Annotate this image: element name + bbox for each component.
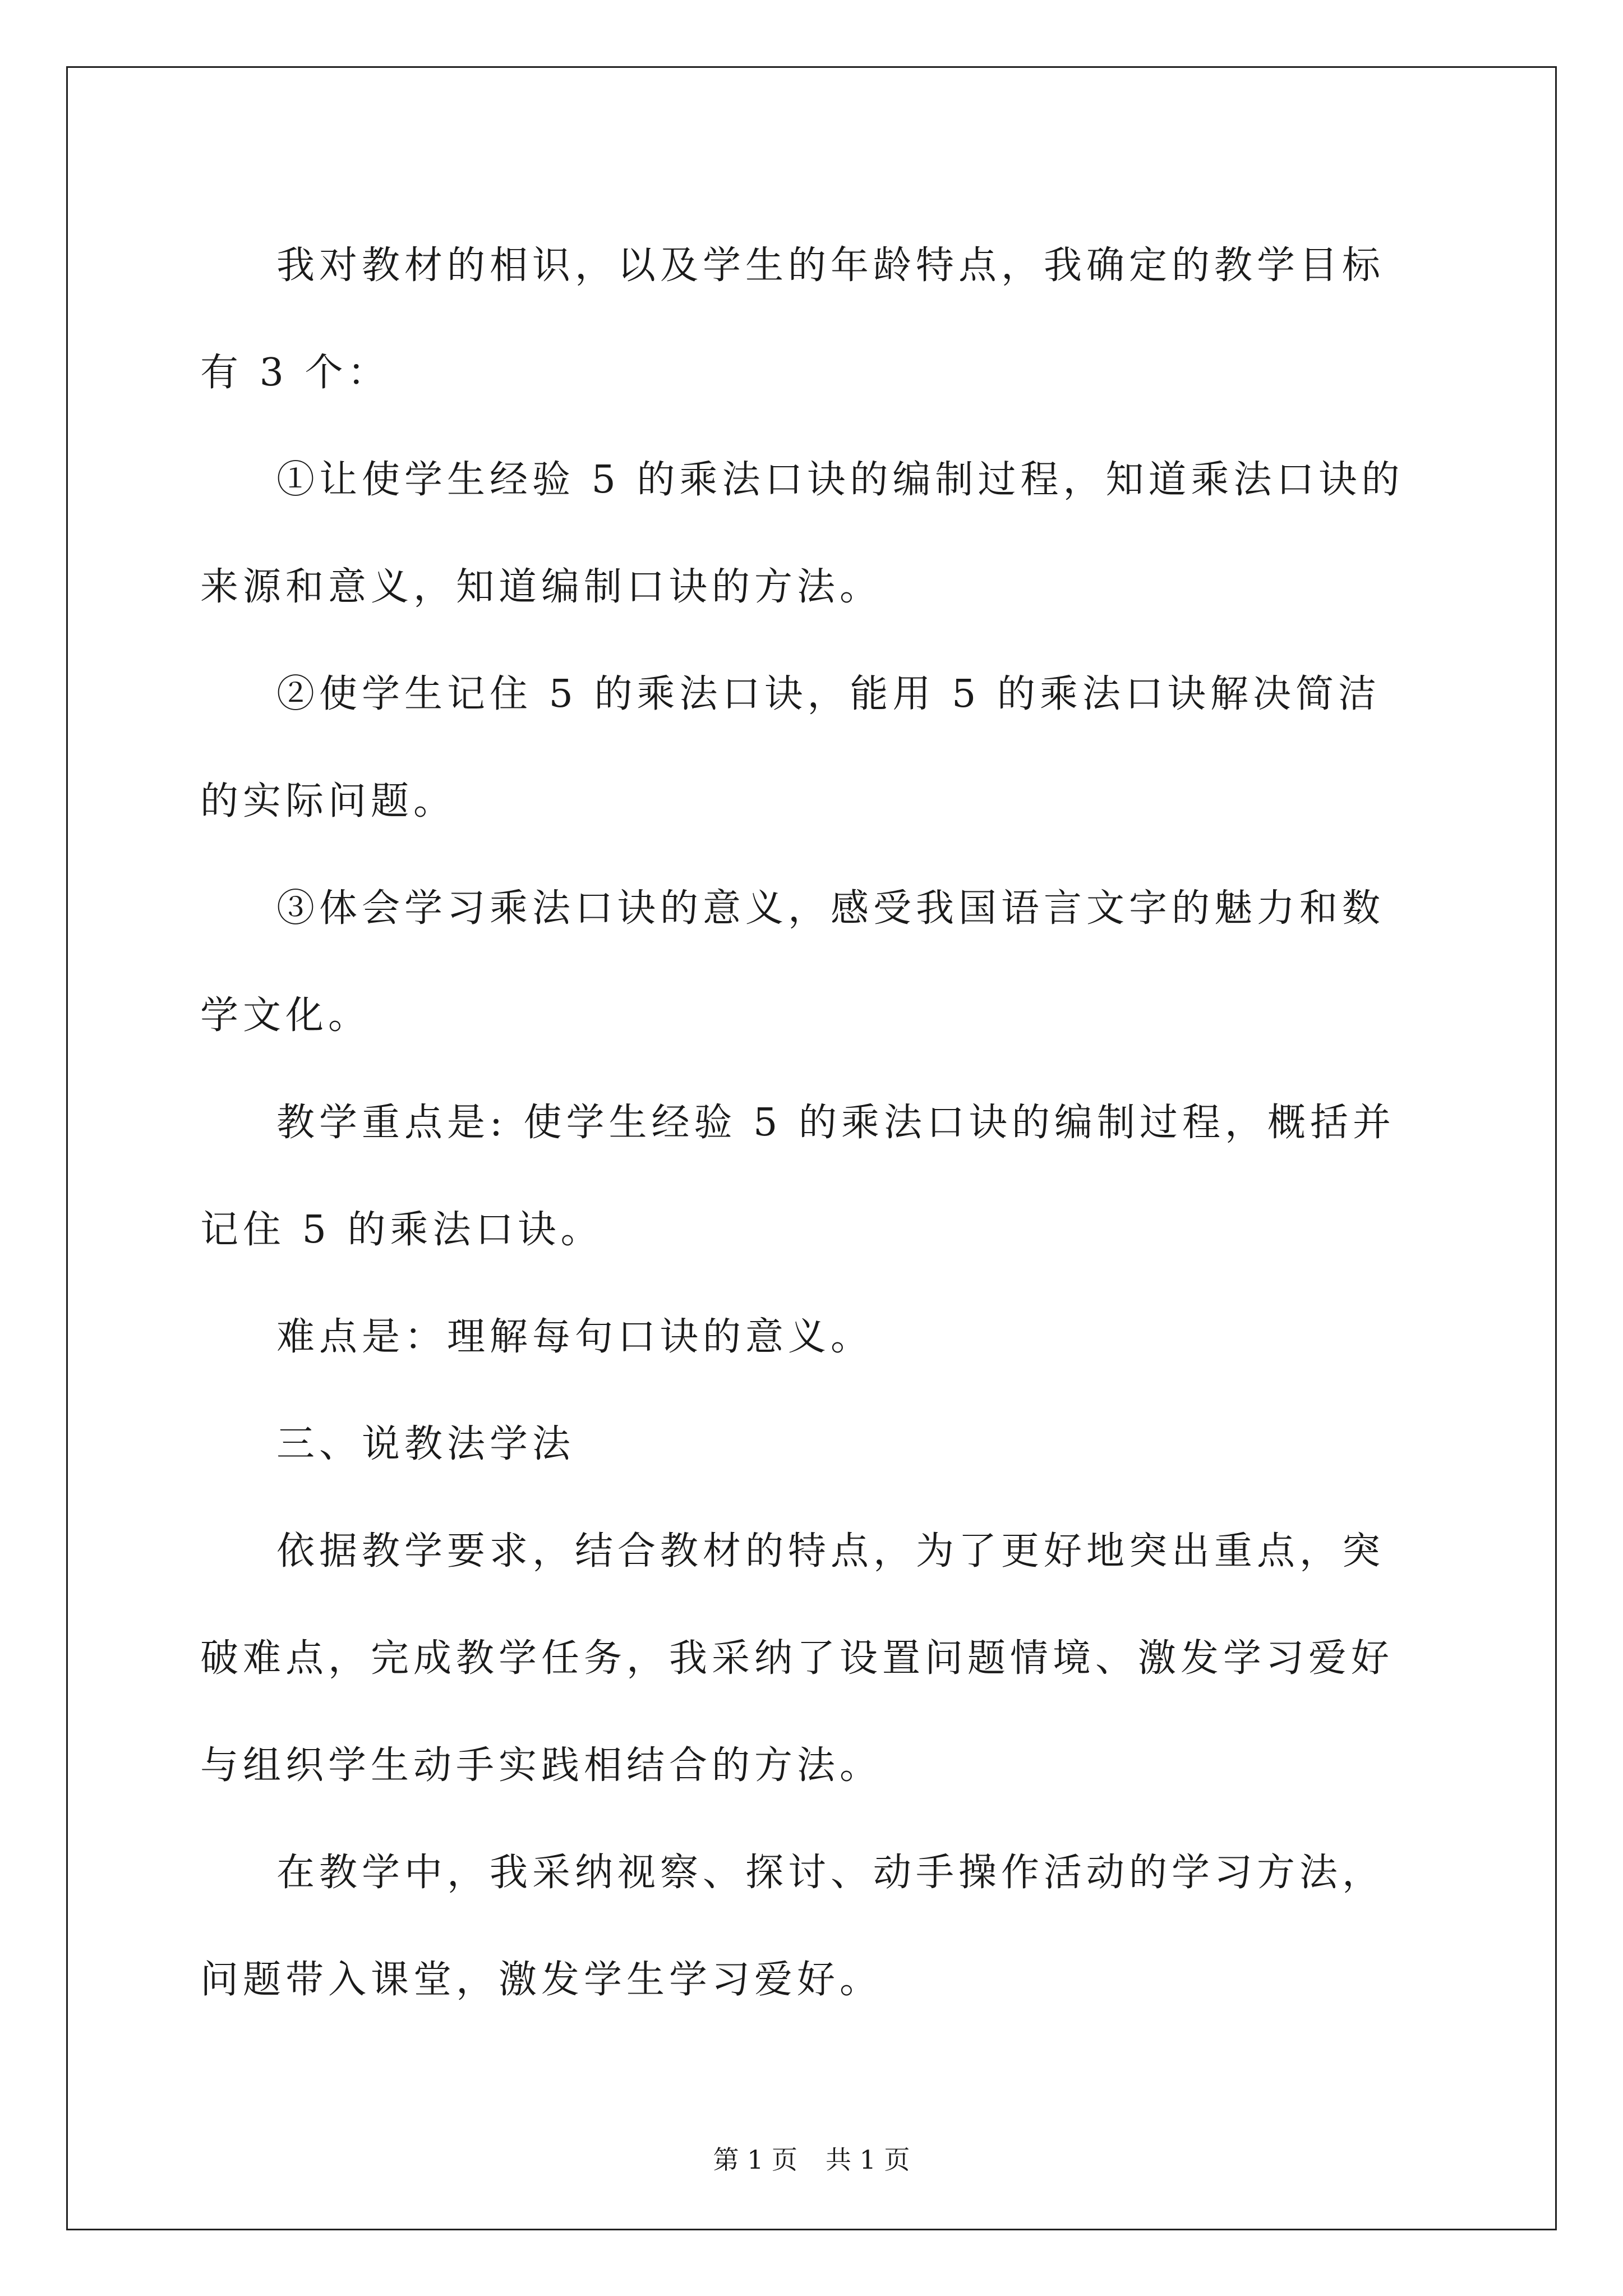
- paragraph-learning-method: 在教学中，我采纳视察、探讨、动手操作活动的学习方法，问题带入课堂，激发学生学习爱好。: [200, 1851, 1385, 2002]
- paragraph-objective-3: ③体会学习乘法口诀的意义，感受我国语言文字的魅力和数学文化。: [200, 886, 1385, 1038]
- page-footer: [0, 2143, 1623, 2177]
- paragraph-teaching-method: 依据教学要求，结合教材的特点，为了更好地突出重点，突破难点，完成教学任务，我采纳了设置问题情境、激发学习爱好与组织学生动手实践相结合的方法。: [200, 1529, 1394, 1788]
- paragraph-objective-2: ②使学生记住 5 的乘法口诀，能用 5 的乘法口诀解决简洁的实际问题。: [200, 672, 1381, 823]
- paragraph-objectives-intro: 我对教材的相识，以及学生的年龄特点，我确定的教学目标有 3 个：: [200, 243, 1385, 395]
- paragraph-difficulty: 难点是：理解每句口诀的意义。: [276, 1315, 874, 1359]
- document-body: [200, 212, 1423, 2033]
- page-total: 共 1 页: [826, 2145, 910, 2175]
- section-heading-methods: 三、说教法学法: [276, 1422, 575, 1466]
- paragraph-objective-1: ①让使学生经验 5 的乘法口诀的编制过程，知道乘法口诀的来源和意义，知道编制口诀的方法。: [200, 458, 1404, 609]
- page-number: 第 1 页: [713, 2145, 797, 2175]
- paragraph-key-point: 教学重点是: 使学生经验 5 的乘法口诀的编制过程，概括并记住 5 的乘法口诀。: [200, 1101, 1396, 1252]
